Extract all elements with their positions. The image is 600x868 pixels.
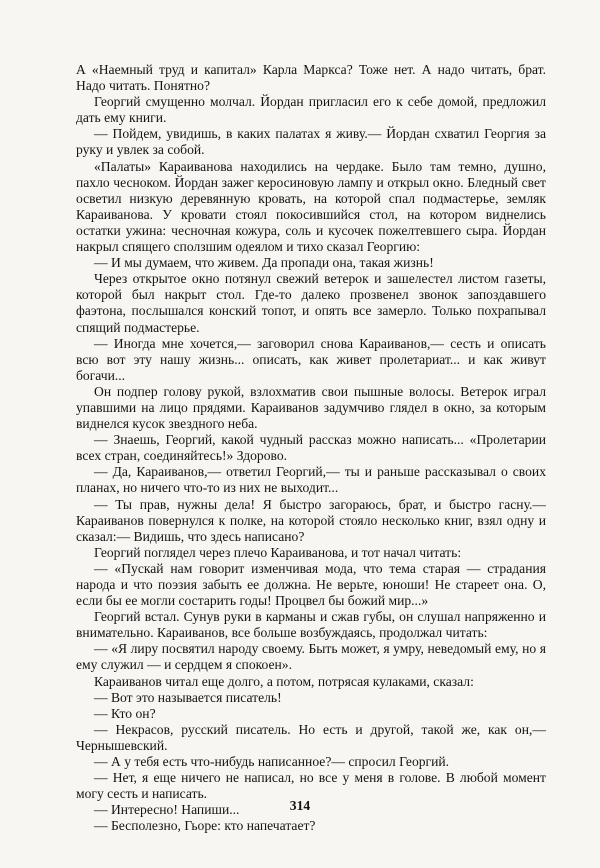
paragraph: А «Наемный труд и капитал» Карла Маркса? Тоже нет. А надо читать, брат. Надо читать. Понятно? [76, 62, 546, 94]
paragraph: — Иногда мне хочется,— заговорил снова Караиванов,— сесть и описать всю вот эту нашу жизнь... описать, как живет пролетариат... и как живут богачи... [76, 335, 546, 383]
paragraph: — Знаешь, Георгий, какой чудный рассказ можно написать... «Пролетарии всех стран, соединяйтесь!» Здорово. [76, 432, 546, 464]
page-body [76, 62, 546, 835]
paragraph: Георгий встал. Сунув руки в карманы и сжав губы, он слушал напряженно и внимательно. Караиванов, все больше возбуждаясь, продолжал читать: [76, 609, 546, 641]
paragraph: Георгий смущенно молчал. Йордан пригласил его к себе домой, предложил дать ему книги. [76, 94, 546, 126]
paragraph: — А у тебя есть что-нибудь написанное?— спросил Георгий. [94, 754, 450, 770]
paragraph: Он подпер голову рукой, взлохматив свои пышные волосы. Ветерок играл упавшими на лицо прядями. Караиванов задумчиво глядел в окно, за которым виднелся кусок звездного неба. [76, 383, 546, 432]
page-number: 314 [289, 798, 311, 813]
paragraph: — «Пускай нам говорит изменчивая мода, что тема старая — страдания народа и что поэзия забыть ее должна. Не верьте, юноши! Не стареет она. О, если бы ее могли состарить годы! Процвел бы божий мир...» [76, 560, 546, 609]
paragraph: — Пойдем, увидишь, в каких палатах я живу.— Йордан схватил Георгия за руку и увлек за собой. [76, 126, 546, 158]
paragraph: — Вот это называется писатель! [94, 689, 282, 705]
paragraph: — Кто он? [94, 705, 156, 721]
paragraph: «Палаты» Караиванова находились на чердаке. Было там темно, душно, пахло чесноком. Йордан зажег керосиновую лампу и открыл окно. Бледный свет осветил низкую деревянную кровать, на которой спал подмастерье, земляк Караиванова. У кровати стоял покосившийся стол, на котором виднелись остатки ужина: чесночная кожура, соль и кусочек пожелтевшего сыра. Йордан накрыл спящего сползшим одеялом и тихо сказал Георгию: [76, 158, 546, 255]
paragraph: Через открытое окно потянул свежий ветерок и зашелестел листом газеты, которой был накрыт стол. Где-то далеко прозвенел звонок запоздавшего фаэтона, послышался конский топот, и опять все замерло. Только похрапывал спящий подмастерье. [76, 271, 546, 335]
paragraph: — Бесполезно, Гьоре: кто напечатает? [94, 818, 316, 834]
paragraph: — Интересно! Напиши... [94, 802, 240, 818]
paragraph: — Нет, я еще ничего не написал, но все у меня в голове. В любой момент могу сесть и написать. [76, 770, 546, 802]
paragraph: — И мы думаем, что живем. Да пропади она, такая жизнь! [94, 255, 434, 271]
paragraph: — Некрасов, русский писатель. Но есть и другой, такой же, как он,— Чернышевский. [76, 721, 546, 753]
paragraph: — Ты прав, нужны дела! Я быстро загораюсь, брат, и быстро гасну.— Караиванов повернулся к полке, на которой стояло несколько книг, взял одну и сказал:— Видишь, что здесь написано? [76, 496, 546, 544]
paragraph: — «Я лиру посвятил народу своему. Быть может, я умру, неведомый ему, но я ему служил — и сердцем я спокоен». [76, 641, 546, 673]
paragraph: — Да, Караиванов,— ответил Георгий,— ты и раньше рассказывал о своих планах, но ничего что-то из них не выходит... [76, 464, 546, 496]
paragraph: Георгий поглядел через плечо Караиванова, и тот начал читать: [94, 544, 462, 560]
paragraph: Караиванов читал еще долго, а потом, потрясая кулаками, сказал: [94, 673, 474, 689]
